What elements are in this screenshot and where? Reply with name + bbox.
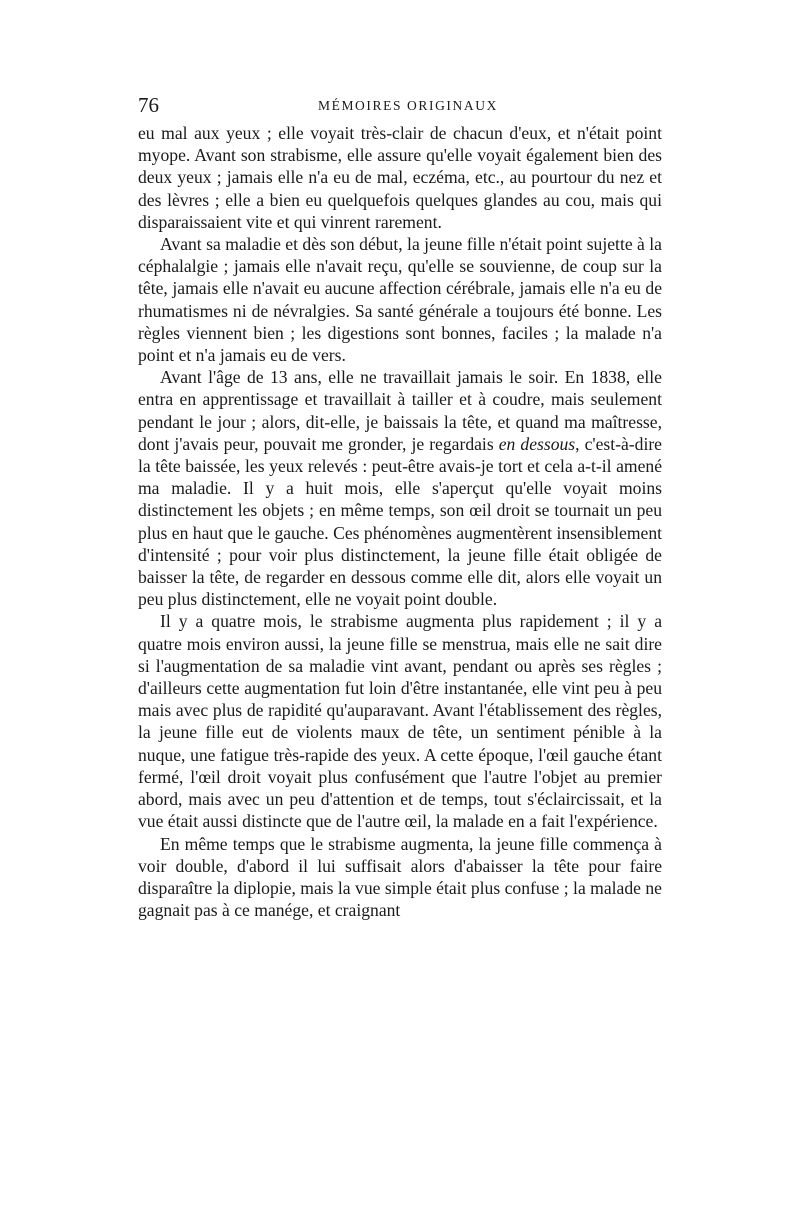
running-head	[138, 92, 662, 122]
body-text	[138, 122, 662, 921]
paragraph-5: En même temps que le strabisme augmenta, la jeune fille commença à voir double, d'abord il lui suffisait alors d'abaisser la tête pour faire disparaître la diplopie, mais la vue simple était plus confuse ; la malade ne gagnait pas à ce manége, et craignant	[138, 833, 662, 921]
paragraph-4: Il y a quatre mois, le strabisme augmenta plus rapidement ; il y a quatre mois environ aussi, la jeune fille se menstrua, mais elle ne sait dire si l'augmentation de sa maladie vint avant, pendant ou après ses règles ; d'ailleurs cette augmentation fut loin d'être instantanée, elle vint peu à peu mais avec plus de rapidité qu'auparavant. Avant l'établissement des règles, la jeune fille eut de violents maux de tête, un sentiment pénible à la nuque, une fatigue très-rapide des yeux. A cette époque, l'œil gauche étant fermé, l'œil droit voyait plus confusément que l'autre l'objet au premier abord, mais avec un peu d'attention et de temps, tout s'éclaircissait, et la vue était aussi distincte que de l'autre œil, la malade en a fait l'expérience.	[138, 611, 662, 832]
paragraph-3-emphasis: en dessous	[498, 433, 576, 454]
paragraph-1-continued: eu mal aux yeux ; elle voyait très-clair de chacun d'eux, et n'était point myope. Avant son strabisme, elle assure qu'elle voyait également bien des deux yeux ; jamais elle n'a eu de mal, eczéma, etc., au pourtour du nez et des lèvres ; elle a bien eu quelquefois quelques glandes au cou, mais qui disparaissaient vite et qui vinrent rarement.	[138, 123, 662, 232]
paragraph-3-text-after: , c'est-à-dire la tête baissée, les yeux relevés : peut-être avais-je tort et cela a-t-il amené ma maladie. Il y a huit mois, elle s'aperçut qu'elle voyait moins distinctement les objets ; en même temps, son œil droit se tournait un peu plus en haut que le gauche. Ces phénomènes augmentèrent insensiblement d'intensité ; pour voir plus distinctement, la jeune fille était obligée de baisser la tête, de regarder en dessous comme elle dit, alors elle voyait un peu plus distinctement, elle ne voyait point double.	[138, 433, 662, 610]
paragraph-3-text-before: Avant l'âge de 13 ans, elle ne travaillait jamais le soir. En 1838, elle entra en apprentissage et travaillait à tailler et à coudre, mais seulement pendant le jour ; alors, dit-elle, je baissais la tête, et quand ma maîtresse, dont j'avais peur, pouvait me gronder, je regardais	[138, 367, 662, 454]
page-number: 76	[138, 93, 159, 117]
book-page	[138, 92, 662, 921]
running-title: MÉMOIRES ORIGINAUX	[318, 98, 498, 113]
paragraph-3	[138, 366, 662, 610]
paragraph-2: Avant sa maladie et dès son début, la jeune fille n'était point sujette à la céphalalgie ; jamais elle n'avait reçu, qu'elle se souvienne, de coup sur la tête, jamais elle n'avait eu aucune affection cérébrale, jamais elle n'a eu de rhumatismes ni de névralgies. Sa santé générale a toujours été bonne. Les règles viennent bien ; les digestions sont bonnes, faciles ; la malade n'a point et n'a jamais eu de vers.	[138, 234, 662, 366]
